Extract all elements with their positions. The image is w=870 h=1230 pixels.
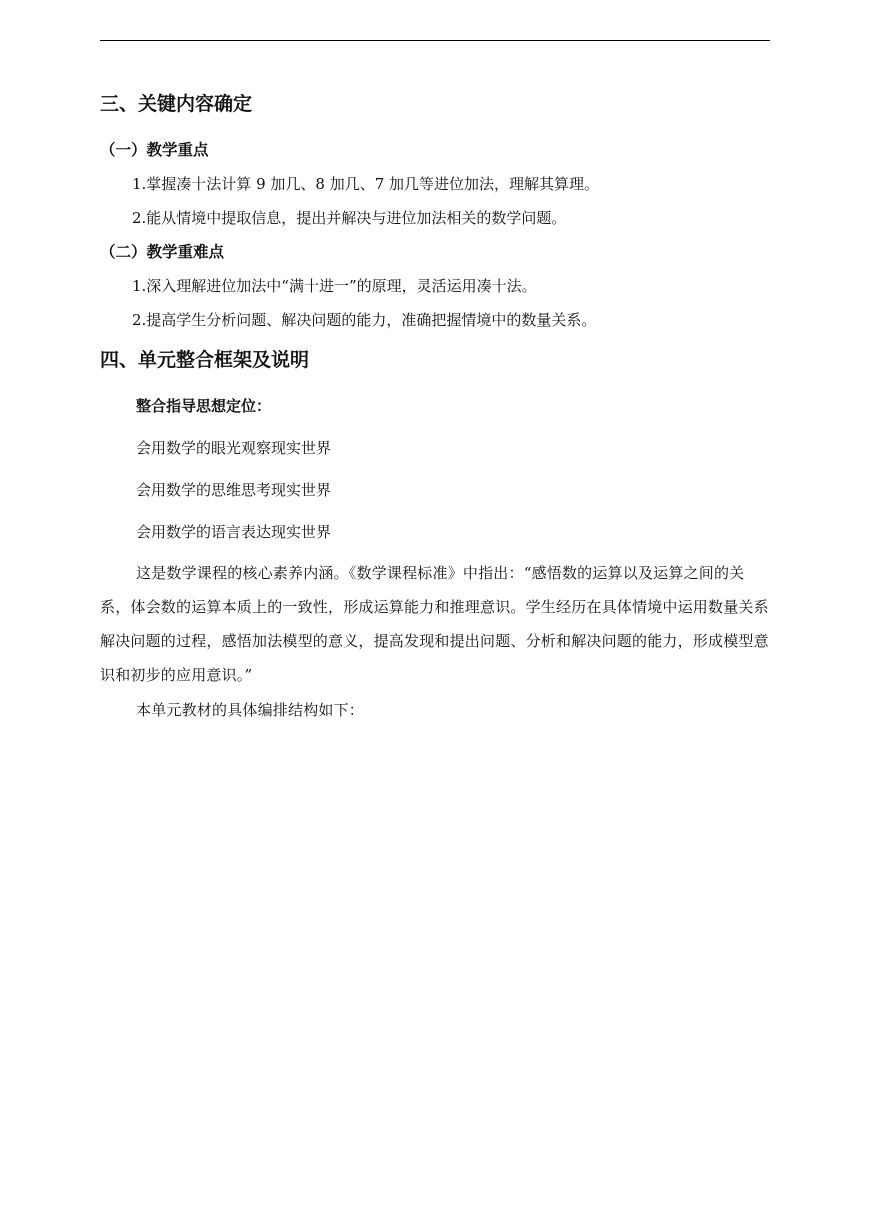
guide-title: 整合指导思想定位： <box>136 397 272 415</box>
header-rule <box>100 40 770 41</box>
section-3-title: 三、关键内容确定 <box>100 93 253 115</box>
section-4-title: 四、单元整合框架及说明 <box>100 349 310 371</box>
document-body <box>100 90 770 727</box>
section-3-sub1-title: （一）教学重点 <box>100 141 209 159</box>
guide-line-3: 会用数学的语言表达现实世界 <box>136 523 332 541</box>
difficulty-point-2: 2.提高学生分析问题、解决问题的能力，准确把握情境中的数量关系。 <box>132 311 597 329</box>
guide-line-2: 会用数学的思维思考现实世界 <box>136 481 332 499</box>
key-point-1: 1.掌握凑十法计算 9 加几、8 加几、7 加几等进位加法，理解其算理。 <box>132 175 600 193</box>
difficulty-point-1: 1.深入理解进位加法中“满十进一”的原理，灵活运用凑十法。 <box>132 277 537 295</box>
section-3-sub2-title: （二）教学重难点 <box>100 243 225 261</box>
guide-line-1: 会用数学的眼光观察现实世界 <box>136 439 332 457</box>
core-literacy-paragraph: 这是数学课程的核心素养内涵。《数学课程标准》中指出：“感悟数的运算以及运算之间的关系，体会数的运算本质上的一致性，形成运算能力和推理意识。学生经历在具体情境中运用数量关系解决问题的过程，感悟加法模型的意义，提高发现和提出问题、分析和解决问题的能力，形成模型意识和初步的应用意识。” <box>100 564 769 684</box>
closing-line: 本单元教材的具体编排结构如下： <box>136 701 365 719</box>
key-point-2: 2.能从情境中提取信息，提出并解决与进位加法相关的数学问题。 <box>132 209 567 227</box>
